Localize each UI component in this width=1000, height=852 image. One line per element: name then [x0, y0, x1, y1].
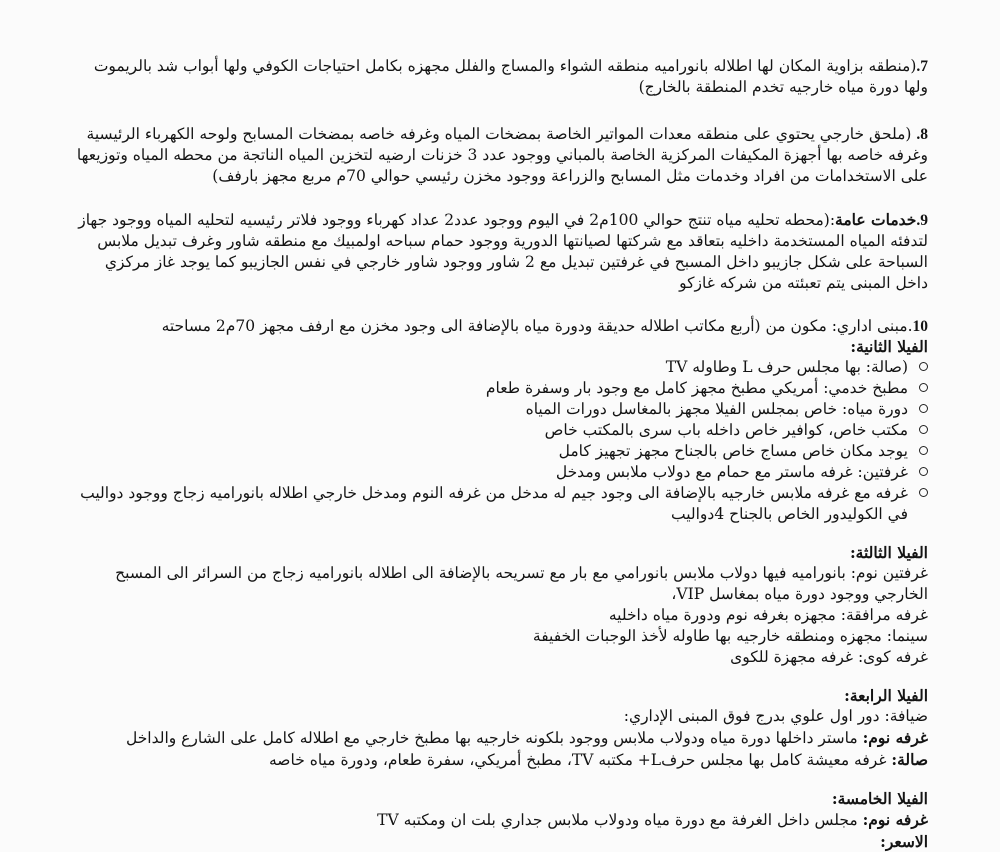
bullet-icon [919, 383, 928, 392]
list-item: (صالة: بها مجلس حرف L وطاوله TV [70, 357, 908, 378]
paragraph-text: :(محطه تحليه مياه تنتج حوالي 100م2 في اليوم ووجود عدد2 عداد كهرباء ووجود فلاتر رئيسيه لتحليه المياه ووجود جهاز لتدفئه المياه المستخدمة داخليه بتعاقد مع شركتها لصيانتها الدورية ووجود حمام سباحه اولمبيك مع منطقه شاور وغرف تبديل ملابس السباحة على شكل جازيبو داخل المسبح في غرفتين تبديل مع 2 شاور ووجود شاور خارجي في نفس الجازيبو كما يوجد غاز مركزي داخل المبنى يتم تعبئته من شركه غازكو [78, 211, 928, 292]
paragraph-label: خدمات عامة [835, 210, 917, 229]
text-line: غرفه مرافقة: مجهزه بغرفه نوم ودورة مياه داخليه [608, 606, 928, 624]
text-line: غرفه نوم: ماستر داخلها دورة مياه ودولاب ملابس ووجود بلكونه خارجيه بها مطبخ خارجي مع اطلاله كامل على الشارع والداخل [125, 728, 928, 747]
text-line: ضيافة: دور اول علوي بدرج فوق المبنى الإداري: [623, 707, 928, 725]
bullet-icon [919, 488, 928, 497]
text-line: غرفتين نوم: بانوراميه فيها دولاب ملابس بانورامي مع بار مع تسريحه بالإضافة الى اطلاله بانوراميه زجاج من السرائر الى المسبح الخارجي ووجود دورة مياه بمغاسل VIP، [115, 564, 928, 603]
paragraph-text: .مبنى اداري: مكون من (أربع مكاتب اطلاله حديقة ودورة مياه بالإضافة الى وجود مخزن مع ارفف مجهز 70م2 مساحته [161, 317, 913, 335]
section-heading: الفيلا الخامسة: [831, 789, 928, 808]
paragraph-number: 9. [916, 212, 928, 229]
line-label: غرفه نوم: [862, 728, 928, 747]
list-item: مكتب خاص، كوافير خاص داخله باب سرى بالمكتب خاص [70, 420, 908, 441]
line-label: صالة: [891, 750, 928, 769]
villa-5-section [70, 789, 928, 831]
bullet-icon [919, 425, 928, 434]
paragraph-number: 7. [916, 58, 928, 75]
paragraph-number: 8. [916, 126, 928, 143]
paragraph-number: 10 [912, 318, 928, 335]
paragraph-10 [70, 316, 928, 337]
paragraph-7 [70, 56, 928, 98]
villa-4-section [70, 686, 928, 771]
text-line: غرفه كوى: غرفه مجهزة للكوى [730, 648, 928, 666]
list-item: غرفه مع غرفه ملابس خارجيه بالإضافة الى وجود جيم له مدخل من غرفه النوم ومدخل خارجي اطلاله بانوراميه زجاج ووجود دواليب في الكوليدور الخاص بالجناح 4دواليب [70, 483, 908, 525]
bullet-icon [919, 446, 928, 455]
paragraph-text: (ملحق خارجي يحتوي على منطقه معدات المواتير الخاصة بمضخات المياه وغرفه خاصه بمضخات المسابح ولوحه الكهرباء الرئيسية وغرفه خاصه بها أجهزة المكيفات المركزية الخاصة بالمباني ووجود عدد 3 خزنات ارضيه لتخزين المياه الناتجة من محطه المياه وتوزيعها على الاستخدامات من افراد وخدمات مثل المسابح والزراعة ووجود مخزن رئيسي حوالي 70م مربع مجهز بارفف) [76, 125, 928, 185]
villa-2-section [70, 337, 928, 525]
section-heading: الفيلا الثانية: [850, 337, 928, 356]
text-line: صالة: غرفه معيشة كامل بها مجلس حرفL+ مكتبه TV، مطبخ أمريكي، سفرة طعام، ودورة مياه خاصه [269, 750, 928, 769]
villa-3-section [70, 543, 928, 668]
list-item: مطبخ خدمي: أمريكي مطبخ مجهز كامل مع وجود بار وسفرة طعام [70, 378, 908, 399]
paragraph-9 [70, 209, 928, 294]
paragraph-8 [70, 124, 928, 187]
bullet-icon [919, 362, 928, 371]
paragraph-text: (منطقه بزاوية المكان لها اطلاله بانوراميه منطقه الشواء والمساج والفلل مجهزه بكامل احتياجات الكوفي ولها أبواب شد بالريموت ولها دورة مياه خارجيه تخدم المنطقة بالخارج) [93, 57, 928, 96]
list-item: غرفتين: غرفه ماستر مع حمام مع دولاب ملابس ومدخل [70, 462, 908, 483]
list-item: دورة مياه: خاص بمجلس الفيلا مجهز بالمغاسل دورات المياه [70, 399, 908, 420]
text-line: غرفه نوم: مجلس داخل الغرفة مع دورة مياه ودولاب ملابس جداري بلت ان ومكتبه TV [377, 810, 928, 829]
section-heading: الفيلا الرابعة: [844, 686, 928, 705]
list-item: يوجد مكان خاص مساج خاص بالجناح مجهز تجهيز كامل [70, 441, 908, 462]
section-heading: الفيلا الثالثة: [849, 543, 928, 562]
line-label: غرفه نوم: [862, 810, 928, 829]
bullet-icon [919, 467, 928, 476]
bullet-icon [919, 404, 928, 413]
text-line: سينما: مجهزه ومنطقه خارجيه بها طاوله لأخذ الوجبات الخفيفة [532, 627, 928, 645]
bullet-list [70, 357, 928, 525]
cut-off-heading: الاسعر: [880, 832, 928, 851]
